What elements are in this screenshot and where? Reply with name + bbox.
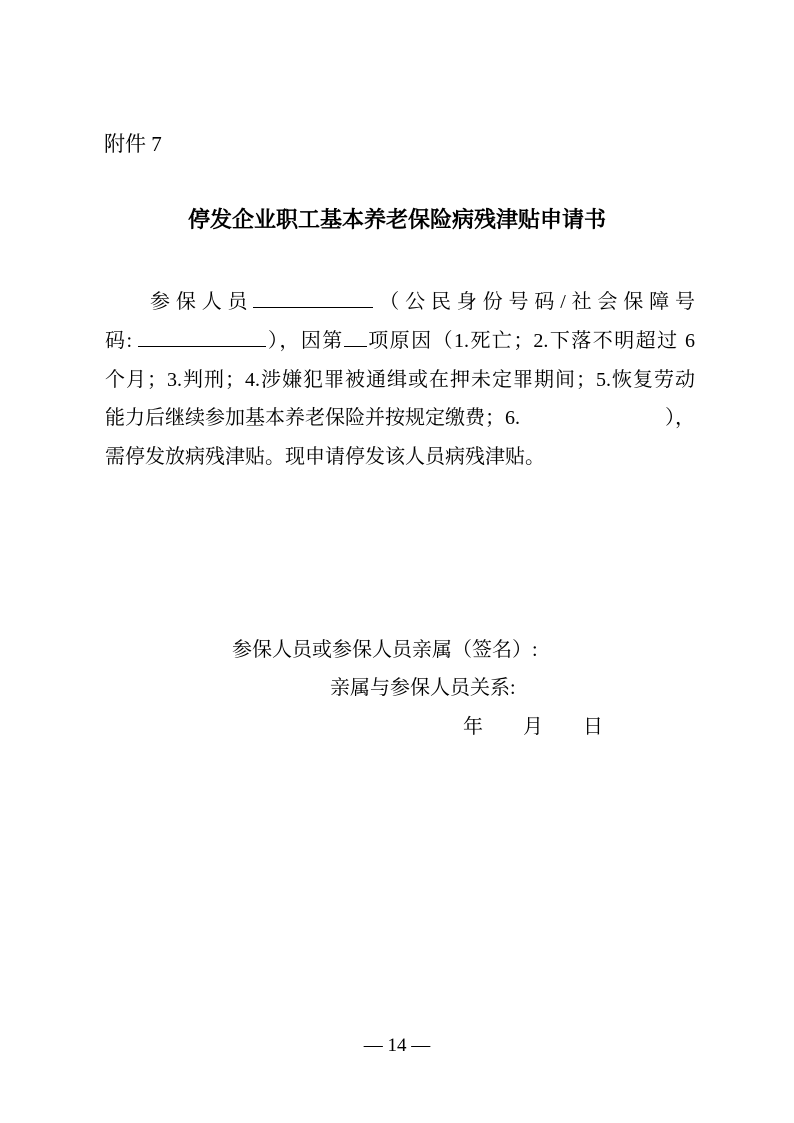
body-line-1-pre: 参保人员: [150, 291, 254, 313]
relation-line: 亲属与参保人员关系:: [330, 677, 516, 699]
body-line-1-post: （公民身份号码/社会保障号: [373, 291, 696, 313]
body-line-2-mid: ），因第: [266, 329, 344, 352]
body-line-2-pre: 码:: [105, 329, 139, 352]
body-line-4-pre: 能力后继续参加基本养老保险并按规定缴费；6.: [105, 407, 520, 430]
signature-line: 参保人员或参保人员亲属（签名）:: [232, 639, 538, 661]
reason-number-blank: [344, 326, 367, 347]
page-number: — 14 —: [363, 1035, 431, 1056]
body-line-5: 需停发放病残津贴。现申请停发该人员病残津贴。: [105, 446, 545, 468]
body-line-1: [105, 283, 695, 322]
date-line: 年 月 日: [463, 716, 603, 738]
id-number-blank: [138, 326, 266, 347]
body-line-4-post: ），: [665, 407, 695, 430]
body-line-2: [105, 322, 695, 361]
document-body: [105, 283, 695, 477]
attachment-label: 附件 7: [104, 132, 162, 156]
insured-name-blank: [253, 287, 373, 308]
document-title: 停发企业职工基本养老保险病残津贴申请书: [187, 207, 606, 232]
body-line-2-post: 项原因（1.死亡；2.下落不明超过 6: [366, 329, 696, 352]
body-line-3: 个月；3.判刑；4.涉嫌犯罪被通缉或在押未定罪期间；5.恢复劳动: [105, 368, 695, 391]
body-line-4: [105, 399, 695, 438]
